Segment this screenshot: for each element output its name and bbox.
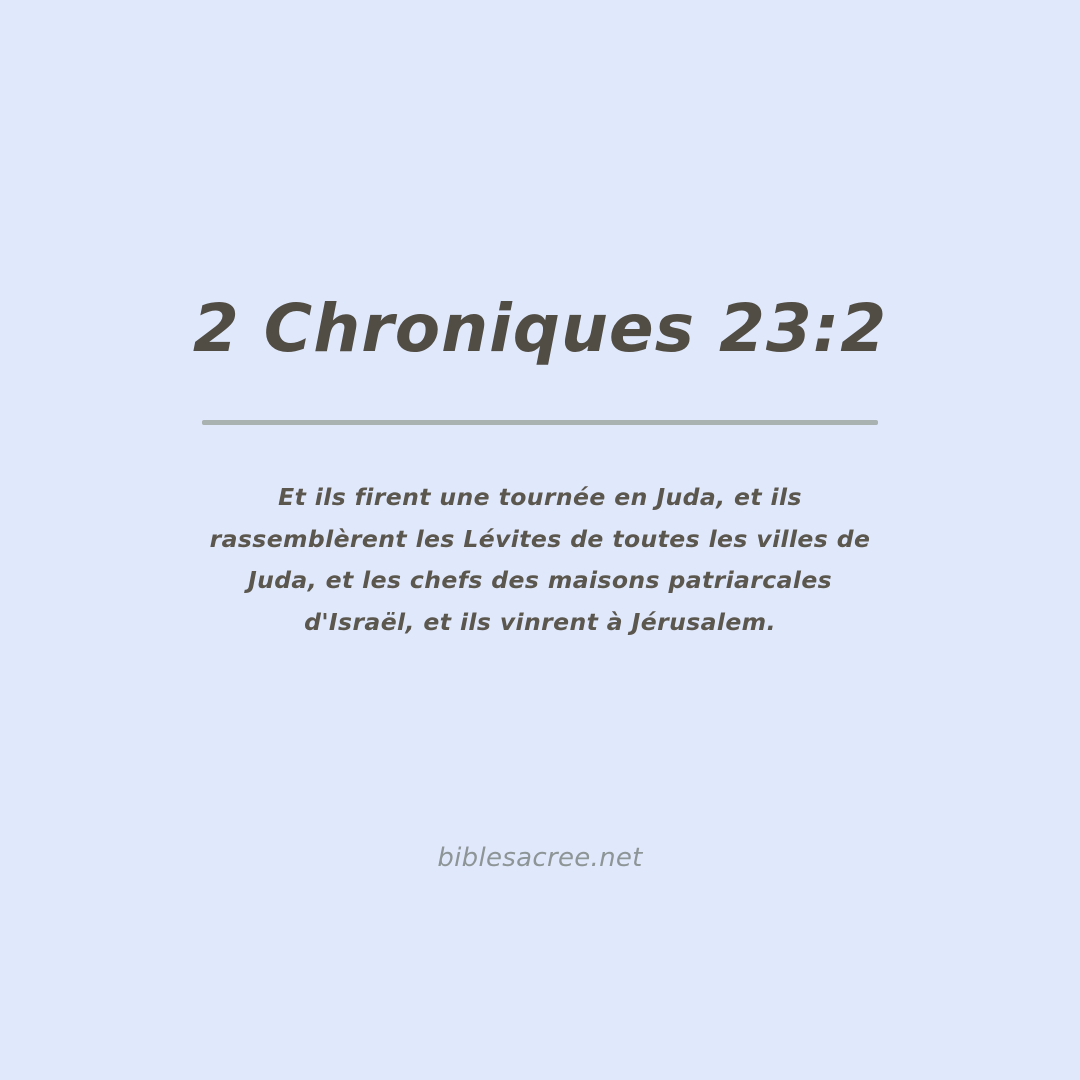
verse-text: Et ils firent une tournée en Juda, et ils rassemblèrent les Lévites de toutes les villes de Juda, et les chefs des maisons patriarcales d'Israël, et ils vinrent à Jérusalem.: [209, 482, 871, 637]
verse-reference-title: 2 Chroniques 23:2: [192, 290, 888, 367]
source-website: biblesacree.net: [437, 843, 643, 873]
divider: [202, 420, 878, 425]
